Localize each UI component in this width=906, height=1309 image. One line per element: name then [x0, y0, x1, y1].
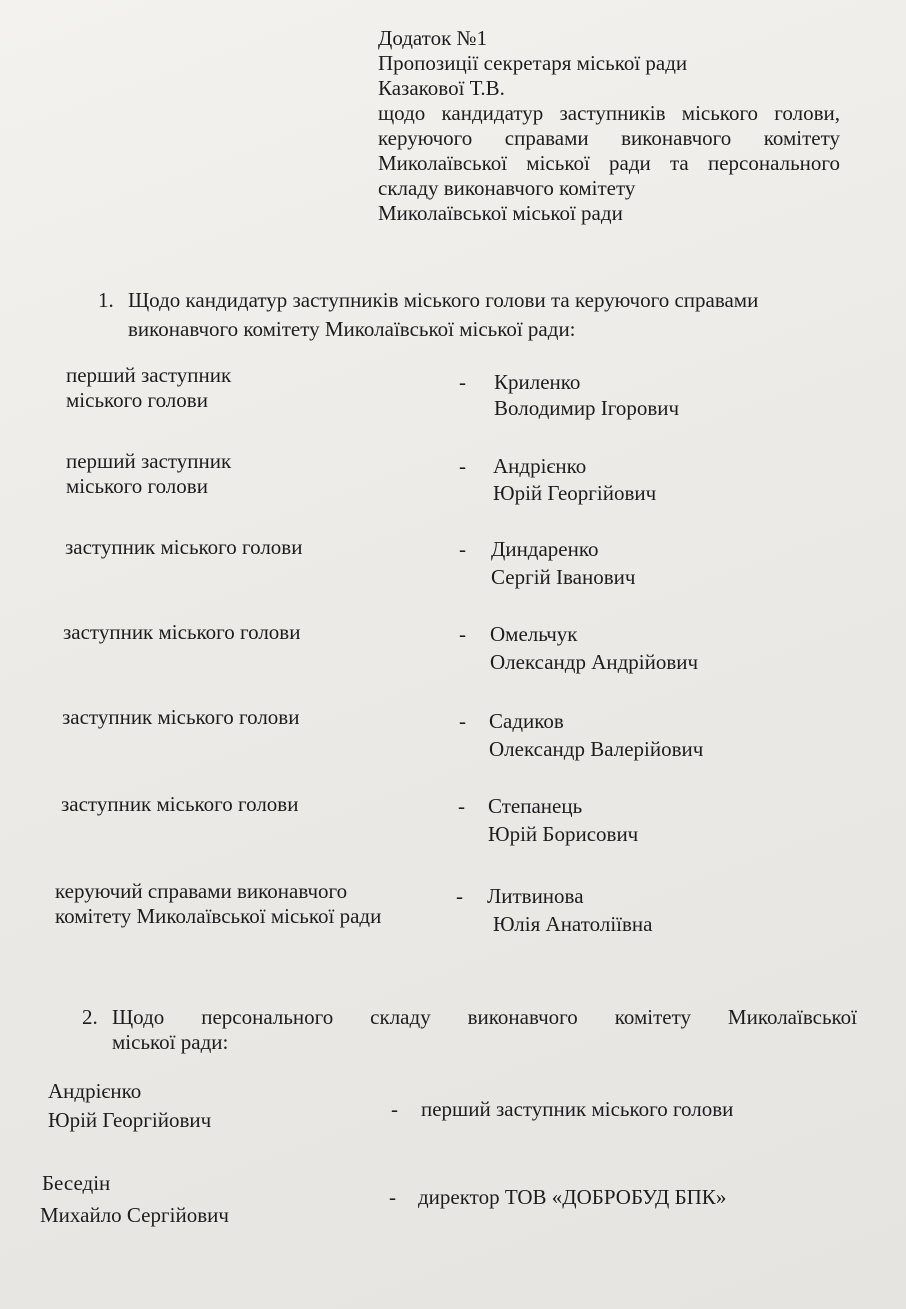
given-names: Юрій Борисович	[488, 822, 639, 846]
section-2-line-2: міської ради:	[112, 1030, 229, 1054]
member-role: директор ТОВ «ДОБРОБУД БПК»	[418, 1185, 727, 1209]
position-line-1: керуючий справами виконавчого	[55, 879, 348, 903]
surname: Степанець	[488, 794, 583, 818]
position-line-2: комітету Миколаївської міської ради	[55, 904, 382, 928]
position-line-2: міського голови	[66, 388, 208, 412]
dash: -	[389, 1185, 396, 1209]
position-line-1: заступник міського голови	[61, 792, 299, 816]
given-names: Юрій Георгійович	[493, 481, 657, 505]
dash: -	[459, 709, 466, 733]
header-line: керуючого справами виконавчого комітету	[378, 126, 840, 150]
given-names: Юрій Георгійович	[48, 1108, 212, 1132]
dash: -	[459, 622, 466, 646]
dash: -	[456, 884, 463, 908]
surname: Беседін	[42, 1171, 111, 1195]
appendix-header	[378, 26, 840, 226]
section-1-line-1: Щодо кандидатур заступників міського голови та керуючого справами	[128, 288, 759, 312]
header-line: Миколаївської міської ради	[378, 201, 623, 225]
dash: -	[458, 794, 465, 818]
given-names: Сергій Іванович	[491, 565, 636, 589]
given-names: Олександр Андрійович	[490, 650, 699, 674]
surname: Криленко	[494, 370, 581, 394]
surname: Литвинова	[487, 884, 584, 908]
header-line: складу виконавчого комітету	[378, 176, 636, 200]
header-line: Казакової Т.В.	[378, 76, 505, 100]
member-role: перший заступник міського голови	[421, 1097, 734, 1121]
dash: -	[459, 370, 466, 394]
position-line-2: міського голови	[66, 474, 208, 498]
dash: -	[459, 454, 466, 478]
surname: Андрієнко	[48, 1079, 142, 1103]
surname: Диндаренко	[491, 537, 599, 561]
given-names: Юлія Анатоліївна	[493, 912, 653, 936]
section-number: 1.	[98, 288, 114, 312]
given-names: Володимир Ігорович	[494, 396, 680, 420]
position-line-1: заступник міського голови	[62, 705, 300, 729]
dash: -	[391, 1097, 398, 1121]
surname: Садиков	[489, 709, 564, 733]
position-line-1: заступник міського голови	[63, 620, 301, 644]
given-names: Михайло Сергійович	[40, 1203, 229, 1227]
position-line-1: заступник міського голови	[65, 535, 303, 559]
surname: Андрієнко	[493, 454, 587, 478]
position-line-1: перший заступник	[66, 363, 232, 387]
header-line: Миколаївської міської ради та персонального	[378, 151, 840, 175]
position-line-1: перший заступник	[66, 449, 232, 473]
section-2-line-1: Щодо персонального складу виконавчого комітету Миколаївської	[112, 1005, 857, 1029]
section-2-heading	[82, 1005, 857, 1065]
dash: -	[459, 537, 466, 561]
header-line: щодо кандидатур заступників міського голови,	[378, 101, 840, 125]
surname: Омельчук	[490, 622, 578, 646]
appendix-title: Додаток №1	[378, 26, 488, 50]
section-number: 2.	[82, 1005, 98, 1029]
section-1-line-2: виконавчого комітету Миколаївської міської ради:	[128, 317, 576, 341]
given-names: Олександр Валерійович	[489, 737, 704, 761]
header-line: Пропозиції секретаря міської ради	[378, 51, 688, 75]
